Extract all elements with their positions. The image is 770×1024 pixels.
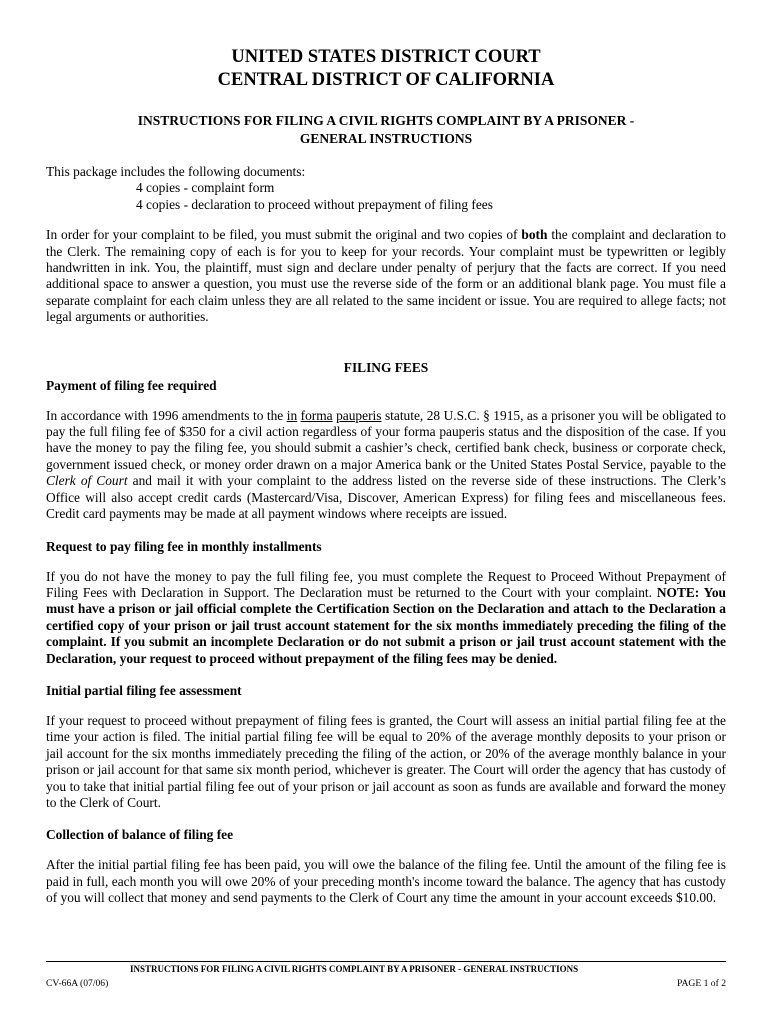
general-instructions-paragraph — [46, 227, 726, 325]
footer-page-number: PAGE 1 of 2 — [677, 978, 726, 989]
court-name — [46, 46, 726, 92]
collection-heading: Collection of balance of filing fee — [46, 827, 234, 843]
installments-paragraph — [46, 569, 726, 667]
collection-paragraph: After the initial partial filing fee has been paid, you will owe the balance of the filing fee. Until the amount of the filing fee is paid in full, each month you will owe 20% of your preceding month's income toward the balance. The agency that has custody of you will collect that money and send payments to the Clerk of Court any time the amount in your account exceeds $10.00. — [46, 857, 726, 906]
title-line-1: INSTRUCTIONS FOR FILING A CIVIL RIGHTS COMPLAINT BY A PRISONER - — [137, 113, 635, 128]
document-item-declaration: 4 copies - declaration to proceed without prepayment of filing fees — [136, 196, 493, 212]
court-line-1: UNITED STATES DISTRICT COURT — [231, 47, 541, 67]
installments-note: NOTE: You must have a prison or jail official complete the Certification Section on the Declaration and attach to the Declaration a certified copy of your prison or jail trust account statement for the six months immediately preceding the filing of the complaint. If you submit an incomplete Declaration or do not submit a prison or jail trust account statement with the Declaration, your request to proceed without prepayment of the filing fees may be denied. — [46, 584, 726, 666]
initial-fee-paragraph: If your request to proceed without prepayment of filing fees is granted, the Court will assess an initial partial filing fee at the time your action is filed. The initial partial filing fee will be equal to 20% of the average monthly deposits to your prison or jail account for the six months immediately preceding the filing of the action, or 20% of the average monthly balance in your prison or jail account for that same six month period, whichever is greater. The Court will order the agency that has custody of you to take that initial partial filing fee out of your prison or jail account as soon as funds are available and forward the money to the Clerk of Court. — [46, 712, 726, 810]
installments-text: If you do not have the money to pay the full filing fee, you must complete the Request to Proceed Without Prepayment of Filing Fees with Declaration in Support. The Declaration must be returned to the Court with your complaint. — [46, 568, 726, 600]
payment-text-1: In accordance with 1996 amendments to the — [46, 407, 287, 423]
installments-heading: Request to pay filing fee in monthly installments — [46, 538, 322, 554]
document-title — [46, 112, 726, 148]
payment-underline-in: in — [286, 407, 298, 423]
footer-title: INSTRUCTIONS FOR FILING A CIVIL RIGHTS COMPLAINT BY A PRISONER - GENERAL INSTRUCTIONS — [130, 964, 579, 974]
general-bold-word: both — [521, 227, 548, 243]
initial-fee-heading: Initial partial filing fee assessment — [46, 682, 242, 698]
title-line-2: GENERAL INSTRUCTIONS — [299, 131, 473, 146]
document-item-complaint: 4 copies - complaint form — [136, 180, 275, 196]
document-list — [136, 180, 726, 213]
intro-lead: This package includes the following documents: — [46, 164, 306, 179]
payment-underline-pauperis: pauperis — [336, 407, 382, 423]
footer-divider — [46, 961, 726, 962]
document-page — [46, 46, 726, 907]
payment-text-3: and mail it with your complaint to the address listed on the reverse side of these instructions. The Clerk’s Office will also accept credit cards (Mastercard/Visa, Discover, American Express) for filing fees and miscellaneous fees. Credit card payments may be made at all payment windows where receipts are issued. — [46, 473, 726, 522]
filing-fees-heading: FILING FEES — [343, 359, 429, 375]
payment-heading: Payment of filing fee required — [46, 377, 217, 393]
payment-underline-forma: forma — [300, 407, 333, 423]
general-text-2: the complaint and declaration to the Clerk. The remaining copy of each is for you to keep for your records. Your complaint must be typewritten or legibly handwritten in ink. You, the plaintiff, must sign and declare under penalty of perjury that the facts are correct. If you need additional space to answer a question, you must use the reverse side of the form or an additional blank page. You must file a separate complaint for each claim unless they are all related to the same incident or issue. You are required to allege facts; not legal arguments or authorities. — [46, 227, 726, 325]
payment-paragraph — [46, 408, 726, 523]
payment-text-2: statute, 28 U.S.C. § 1915, as a prisoner you will be obligated to pay the full filing fee of $350 for a civil action regardless of your forma pauperis status and the disposition of the case. If you have the money to pay the filing fee, you should submit a cashier’s check, certified bank check, business or corporate check, government issued check, or money order drawn on a major America bank or the United States Postal Service, payable to the — [46, 407, 726, 472]
court-line-2: CENTRAL DISTRICT OF CALIFORNIA — [217, 70, 555, 90]
footer-form-id: CV-66A (07/06) — [46, 978, 109, 989]
payment-italic-clerk: Clerk of Court — [46, 473, 128, 489]
general-text-1: In order for your complaint to be filed, you must submit the original and two copies of — [46, 227, 522, 243]
